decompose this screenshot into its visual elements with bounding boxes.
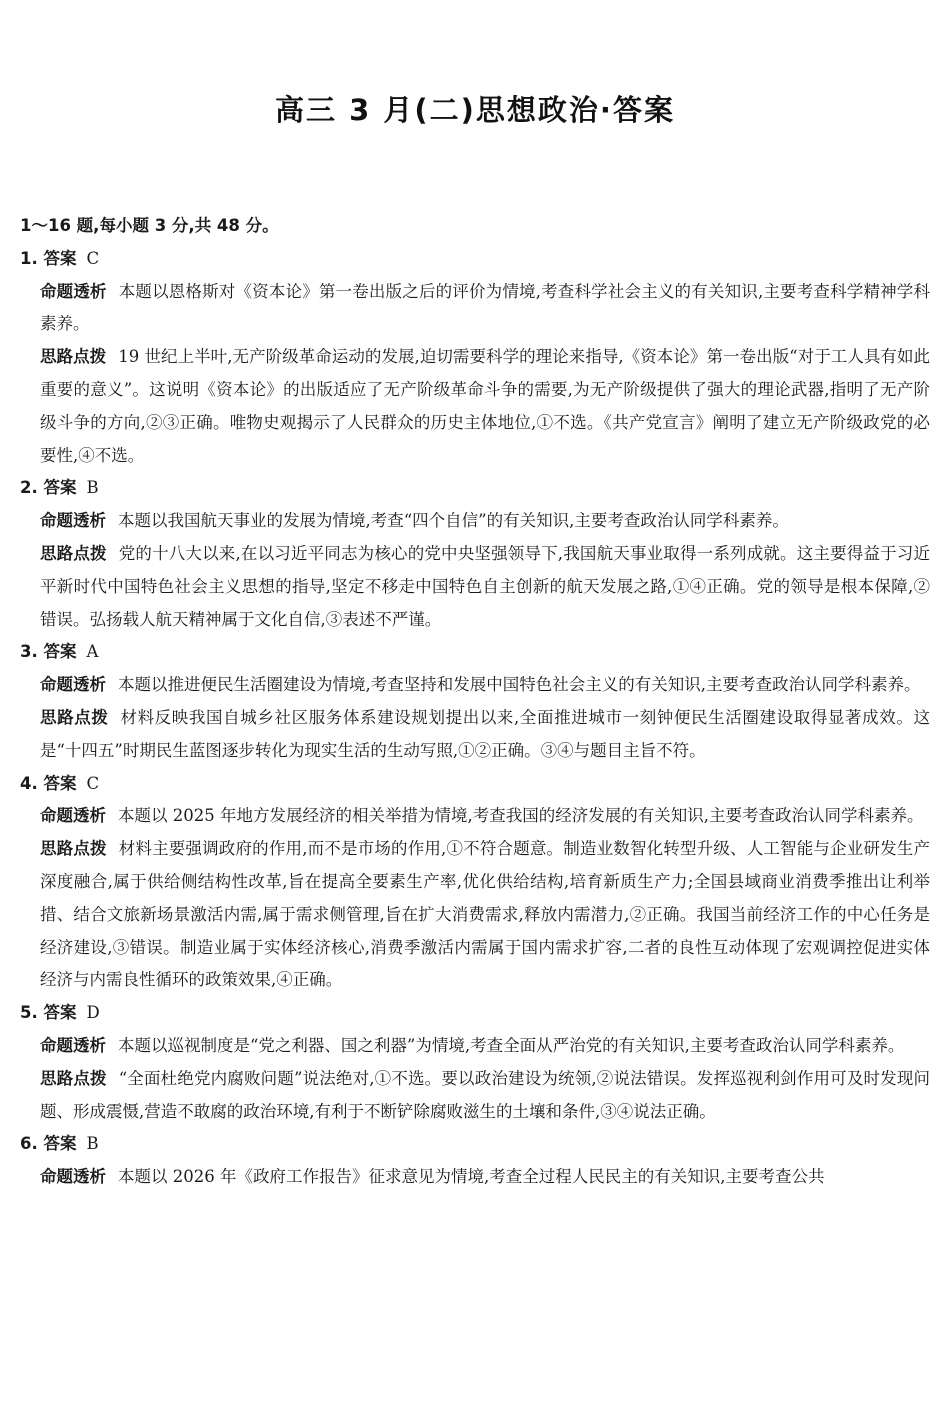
question-block-2: [20, 472, 930, 636]
question-block-5: [20, 997, 930, 1128]
hint-text: 党的十八大以来,在以习近平同志为核心的党中央坚强领导下,我国航天事业取得一系列成就。这主要得益于习近平新时代中国特色社会主义思想的指导,坚定不移走中国特色自主创新的航天发展之路,①④正确。党的领导是根本保障,②错误。弘扬载人航天精神属于文化自信,③表述不严谨。: [40, 543, 930, 629]
answer-letter: B: [86, 478, 99, 498]
question-number: 3. 答案: [20, 642, 77, 662]
question-heading: [20, 636, 930, 669]
answer-content: [20, 210, 930, 1194]
question-heading: [20, 243, 930, 276]
hint-text: “全面杜绝党内腐败问题”说法绝对,①不选。要以政治建设为统领,②说法错误。发挥巡视利剑作用可及时发现问题、形成震慑,营造不敢腐的政治环境,有利于不断铲除腐败滋生的土壤和条件,③④说法正确。: [40, 1068, 930, 1121]
analysis-label: 命题透析: [40, 806, 106, 826]
answer-letter: C: [86, 248, 100, 268]
hint-paragraph: [20, 1063, 930, 1129]
hint-text: 材料反映我国自城乡社区服务体系建设规划提出以来,全面推进城市一刻钟便民生活圈建设取得显著成效。这是“十四五”时期民生蓝图逐步转化为现实生活的生动写照,①②正确。③④与题目主旨不符。: [40, 707, 930, 760]
analysis-label: 命题透析: [40, 1167, 106, 1187]
question-number: 6. 答案: [20, 1134, 77, 1154]
hint-label: 思路点拨: [40, 543, 107, 563]
analysis-label: 命题透析: [40, 511, 106, 531]
analysis-text: 本题以巡视制度是“党之利器、国之利器”为情境,考查全面从严治党的有关知识,主要考查政治认同学科素养。: [118, 1035, 905, 1055]
question-number: 4. 答案: [20, 773, 77, 793]
question-heading: [20, 1128, 930, 1161]
hint-label: 思路点拨: [40, 839, 107, 859]
analysis-paragraph: [20, 800, 930, 833]
analysis-text: 本题以推进便民生活圈建设为情境,考查坚持和发展中国特色社会主义的有关知识,主要考查政治认同学科素养。: [118, 675, 921, 695]
answer-letter: D: [86, 1003, 100, 1023]
hint-label: 思路点拨: [40, 707, 109, 727]
question-block-4: [20, 768, 930, 998]
analysis-paragraph: [20, 276, 930, 342]
answer-letter: C: [86, 773, 100, 793]
question-block-3: [20, 636, 930, 767]
hint-label: 思路点拨: [40, 347, 107, 367]
analysis-text: 本题以恩格斯对《资本论》第一卷出版之后的评价为情境,考查科学社会主义的有关知识,主要考查科学精神学科素养。: [40, 281, 930, 334]
question-heading: [20, 997, 930, 1030]
page-title: 高三 3 月(二)思想政治·答案: [275, 93, 675, 127]
hint-text: 材料主要强调政府的作用,而不是市场的作用,①不符合题意。制造业数智化转型升级、人工智能与企业研发生产深度融合,属于供给侧结构性改革,旨在提高全要素生产率,优化供给结构,培育新质生产力;全国县域商业消费季推出让利举措、结合文旅新场景激活内需,属于需求侧管理,旨在扩大消费需求,释放内需潜力,②正确。我国当前经济工作的中心任务是经济建设,③错误。制造业属于实体经济核心,消费季激活内需属于国内需求扩容,二者的良性互动体现了宏观调控促进实体经济与内需良性循环的政策效果,④正确。: [40, 839, 930, 990]
hint-paragraph: [20, 702, 930, 768]
question-heading: [20, 472, 930, 505]
analysis-text: 本题以 2025 年地方发展经济的相关举措为情境,考查我国的经济发展的有关知识,主要考查政治认同学科素养。: [118, 806, 924, 826]
answer-letter: A: [86, 642, 99, 662]
section-intro: 1～16 题,每小题 3 分,共 48 分。: [20, 216, 279, 235]
hint-text: 19 世纪上半叶,无产阶级革命运动的发展,迫切需要科学的理论来指导,《资本论》第一卷出版“对于工人具有如此重要的意义”。这说明《资本论》的出版适应了无产阶级革命斗争的需要,为无产阶级提供了强大的理论武器,指明了无产阶级斗争的方向,②③正确。唯物史观揭示了人民群众的历史主体地位,①不选。《共产党宣言》阐明了建立无产阶级政党的必要性,④不选。: [40, 347, 931, 465]
analysis-label: 命题透析: [40, 1035, 106, 1055]
question-number: 5. 答案: [20, 1003, 77, 1023]
question-number: 1. 答案: [20, 248, 77, 268]
analysis-text: 本题以我国航天事业的发展为情境,考查“四个自信”的有关知识,主要考查政治认同学科素养。: [118, 511, 789, 531]
question-block-1: [20, 243, 930, 473]
answer-letter: B: [86, 1134, 99, 1154]
analysis-label: 命题透析: [40, 281, 107, 301]
analysis-paragraph: [20, 505, 930, 538]
analysis-paragraph: [20, 1161, 930, 1194]
analysis-label: 命题透析: [40, 675, 106, 695]
hint-paragraph: [20, 341, 930, 472]
question-heading: [20, 768, 930, 801]
analysis-text: 本题以 2026 年《政府工作报告》征求意见为情境,考查全过程人民民主的有关知识,主要考查公共: [118, 1167, 825, 1187]
analysis-paragraph: [20, 1030, 930, 1063]
hint-paragraph: [20, 538, 930, 636]
question-block-6: [20, 1128, 930, 1194]
analysis-paragraph: [20, 669, 930, 702]
question-number: 2. 答案: [20, 478, 77, 498]
hint-label: 思路点拨: [40, 1068, 107, 1088]
hint-paragraph: [20, 833, 930, 997]
